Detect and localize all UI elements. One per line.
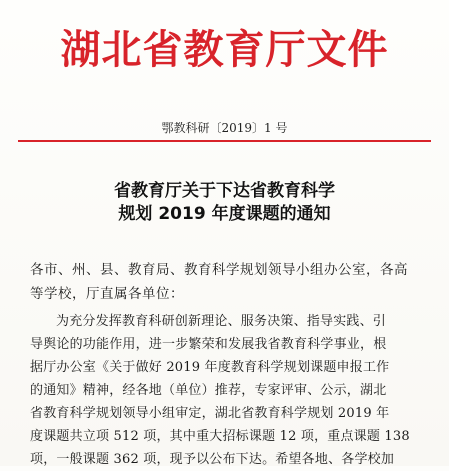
document-title xyxy=(0,180,449,226)
body-line: 省教育科学规划领导小组审定，湖北省教育科学规划 2019 年 xyxy=(30,406,390,421)
document-number: 鄂教科研〔2019〕1 号 xyxy=(161,121,288,135)
salutation-line-1: 各市、州、县、教育局、教育科学规划领导小组办公室，各高 xyxy=(30,262,408,278)
body-line: 项，一般课题 362 项，现予以公布下达。希望各地、各学校加 xyxy=(30,452,395,467)
body-line: 为充分发挥教育科研创新理论、服务决策、指导实践、引 xyxy=(56,314,387,329)
salutation-line-2: 等学校，厅直属各单位： xyxy=(30,286,184,302)
body-paragraph xyxy=(30,310,425,471)
document-masthead: 湖北省教育厅文件 xyxy=(60,27,389,73)
title-line-2: 规划 2019 年度课题的通知 xyxy=(118,204,331,224)
body-line: 度课题共立项 512 项，其中重大招标课题 12 项，重点课题 138 xyxy=(30,429,410,444)
red-divider-rule xyxy=(18,140,431,142)
title-line-1: 省教育厅关于下达省教育科学 xyxy=(114,181,335,201)
body-line: 的通知》精神，经各地（单位）推荐，专家评审、公示，湖北 xyxy=(30,383,387,398)
salutation xyxy=(30,258,420,306)
body-line: 据厅办公室《关于做好 2019 年度教育科学规划课题申报工作 xyxy=(30,360,390,375)
body-line: 导舆论的功能作用，进一步繁荣和发展我省教育科学事业，根 xyxy=(30,337,387,352)
